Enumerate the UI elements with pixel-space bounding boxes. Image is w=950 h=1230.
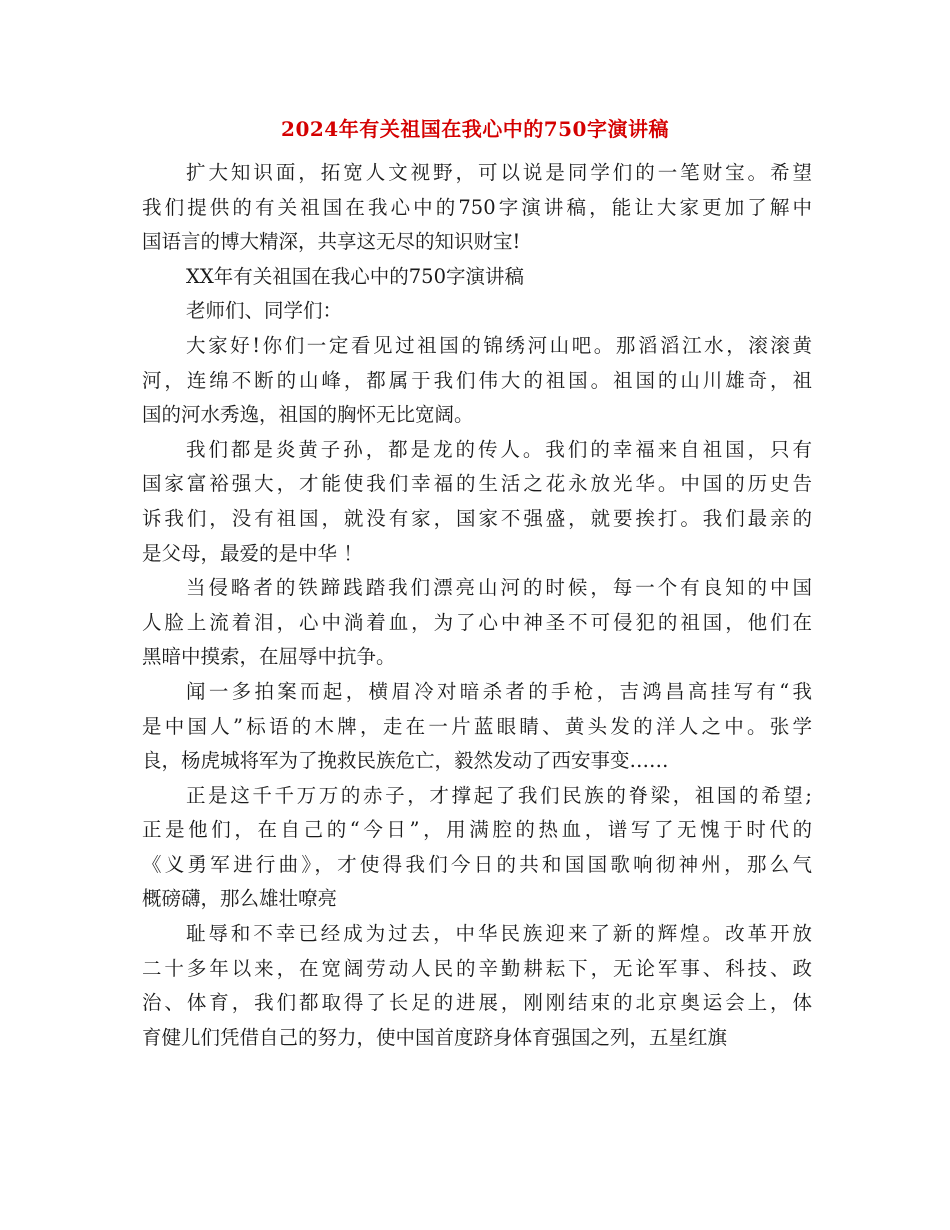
paragraph-line: 良，杨虎城将军为了挽救民族危亡，毅然发动了西安事变……	[142, 749, 669, 773]
paragraph-line: 河，连绵不断的山峰，都属于我们伟大的祖国。祖国的山川雄奇，祖	[142, 368, 812, 392]
paragraph-line: 是中国人”标语的木牌，走在一片蓝眼睛、黄头发的洋人之中。张学	[142, 714, 812, 738]
paragraph-line: 概磅礴，那么雄壮嘹亮	[142, 887, 338, 911]
paragraph-line: 人脸上流着泪，心中淌着血，为了心中神圣不可侵犯的祖国，他们在	[142, 610, 812, 634]
paragraph-line: 正是他们，在自己的“今日”，用满腔的热血，谱写了无愧于时代的	[142, 818, 812, 842]
paragraph-line: 扩大知识面，拓宽人文视野，可以说是同学们的一笔财宝。希望	[186, 161, 812, 184]
paragraph	[142, 156, 812, 260]
paragraph-line: 二十多年以来，在宽阔劳动人民的辛勤耕耘下，无论军事、科技、政	[142, 956, 812, 980]
paragraph	[142, 675, 812, 779]
paragraph	[142, 433, 812, 571]
paragraph-line: 是父母，最爱的是中华 ！	[142, 541, 363, 565]
paragraph-line: XX年有关祖国在我心中的750字演讲稿	[186, 264, 524, 288]
paragraph	[142, 329, 812, 433]
paragraph	[142, 294, 812, 329]
paragraph-line: 正是这千千万万的赤子，才撑起了我们民族的脊梁，祖国的希望;	[186, 783, 812, 807]
paragraph-line: 我们提供的有关祖国在我心中的750字演讲稿，能让大家更加了解中	[142, 195, 812, 219]
paragraph-line: 当侵略者的铁蹄践踏我们漂亮山河的时候，每一个有良知的中国	[186, 576, 812, 600]
paragraph	[142, 779, 812, 917]
document-title: 2024年有关祖国在我心中的750字演讲稿	[281, 117, 669, 141]
paragraph-line: 《义勇军进行曲》，才使得我们今日的共和国国歌响彻神州，那么气	[142, 852, 812, 876]
paragraph-line: 耻辱和不幸已经成为过去，中华民族迎来了新的辉煌。改革开放	[186, 922, 812, 946]
paragraph-line: 国的河水秀逸，祖国的胸怀无比宽阔。	[142, 403, 474, 427]
paragraph-line: 育健儿们凭借自己的努力，使中国首度跻身体育强国之列，五星红旗	[142, 1025, 728, 1049]
paragraph-line: 国语言的博大精深，共享这无尽的知识财宝!	[142, 230, 521, 254]
paragraph-line: 我们都是炎黄子孙，都是龙的传人。我们的幸福来自祖国，只有	[186, 437, 812, 461]
document-body	[142, 156, 812, 1055]
paragraph-line: 老师们、同学们：	[186, 299, 343, 323]
paragraph-line: 诉我们，没有祖国，就没有家，国家不强盛，就要挨打。我们最亲的	[142, 506, 812, 530]
paragraph-line: 闻一多拍案而起，横眉冷对暗杀者的手枪，吉鸿昌高挂写有“我	[186, 679, 812, 703]
paragraph-line: 治、体育，我们都取得了长足的进展，刚刚结束的北京奥运会上，体	[142, 991, 812, 1015]
paragraph-line: 大家好!你们一定看见过祖国的锦绣河山吧。那滔滔江水，滚滚黄	[186, 333, 812, 357]
paragraph-line: 国家富裕强大，才能使我们幸福的生活之花永放光华。中国的历史告	[142, 472, 812, 496]
paragraph-line: 黑暗中摸索，在屈辱中抗争。	[142, 645, 396, 669]
paragraph	[142, 571, 812, 675]
paragraph	[142, 917, 812, 1055]
paragraph	[142, 260, 812, 295]
